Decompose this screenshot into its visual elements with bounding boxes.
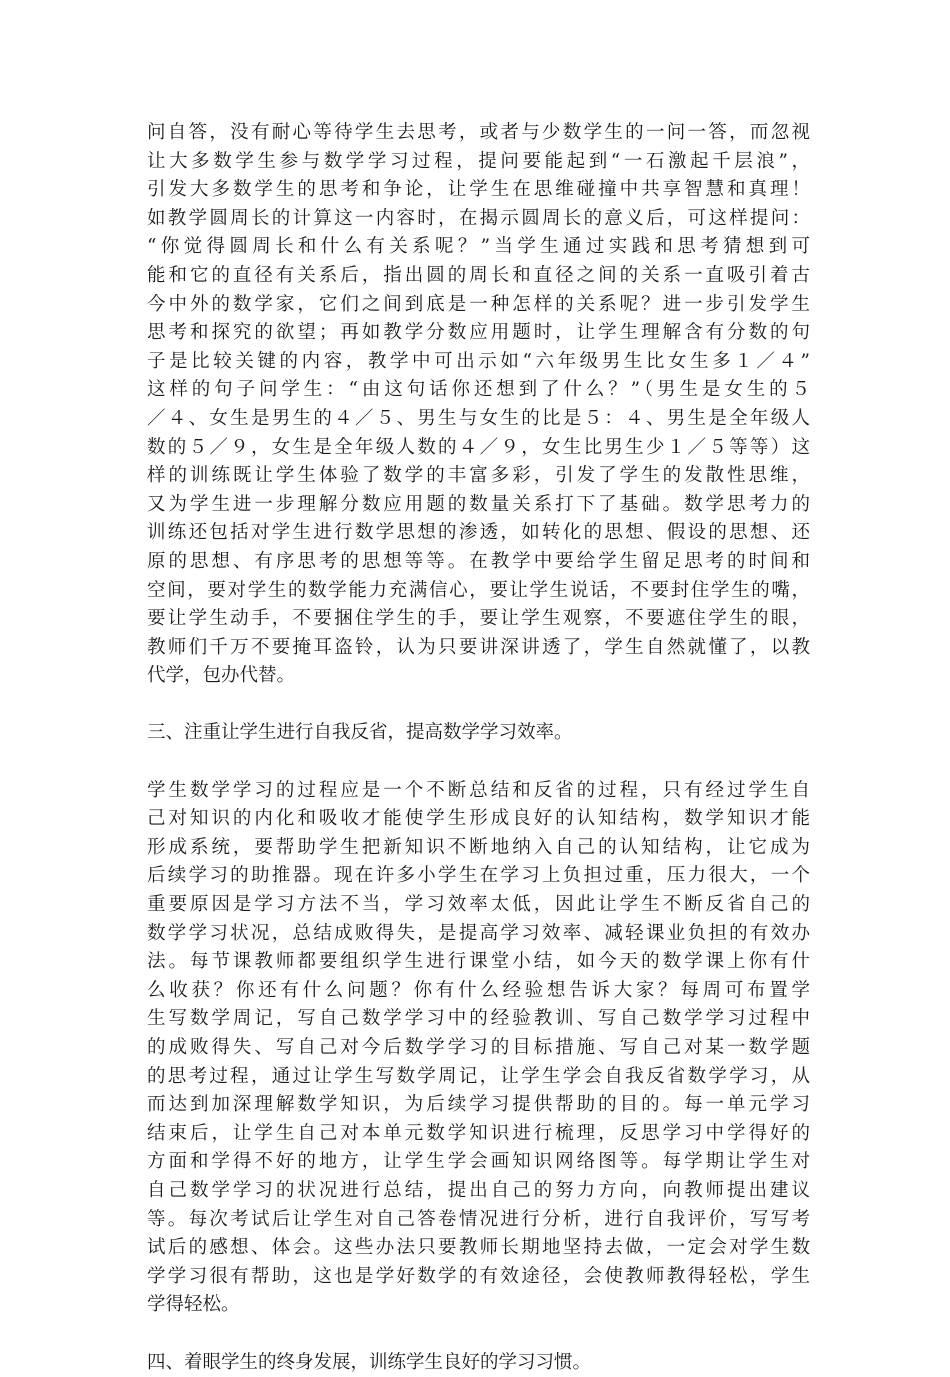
paragraph-gap: [147, 1320, 810, 1349]
paragraph-gap: [147, 691, 810, 720]
text-line: 如教学圆周长的计算这一内容时，在揭示圆周长的意义后，可这样提问：: [147, 207, 810, 229]
text-line: 今中外的数学家，它们之间到底是一种怎样的关系呢？进一步引发学生: [147, 293, 810, 315]
text-line: 生写数学周记，写自己数学学习中的经验教训、写自己数学学习过程中: [147, 1008, 810, 1030]
text-line: 结束后，让学生自己对本单元数学知识进行梳理，反思学习中学得好的: [147, 1122, 810, 1144]
text-line: 教师们千万不要掩耳盗铃，认为只要讲深讲透了，学生自然就懂了，以教: [147, 636, 810, 658]
text-line: 又为学生进一步理解分数应用题的数量关系打下了基础。数学思考力的: [147, 493, 810, 515]
text-line: “你觉得圆周长和什么有关系呢？”当学生通过实践和思考猜想到可: [147, 236, 810, 258]
text-line: ／４、女生是男生的４／５、男生与女生的比是５：４、男生是全年级人: [147, 407, 810, 429]
text-line: 代学，包办代替。: [147, 665, 296, 687]
text-line: 学得轻松。: [147, 1294, 240, 1316]
text-line: 子是比较关键的内容，教学中可出示如“六年级男生比女生多１／４”: [147, 350, 810, 372]
text-line: 己对知识的内化和吸收才能使学生形成良好的认知结构，数学知识才能: [147, 808, 810, 830]
text-line: 方面和学得不好的地方，让学生学会画知识网络图等。每学期让学生对: [147, 1151, 810, 1173]
text-line: 数的５／９，女生是全年级人数的４／９，女生比男生少１／５等等）这: [147, 436, 810, 458]
text-line: 学学习很有帮助，这也是学好数学的有效途径，会使教师教得轻松，学生: [147, 1265, 810, 1287]
text-line: 而达到加深理解数学知识，为后续学习提供帮助的目的。每一单元学习: [147, 1094, 810, 1116]
text-line: 让大多数学生参与数学学习过程，提问要能起到“一石激起千层浪”，: [147, 150, 810, 172]
text-line: 这样的句子问学生：“由这句话你还想到了什么？”（男生是女生的５: [147, 379, 810, 401]
paragraph-2: [147, 777, 810, 1320]
text-line: 训练还包括对学生进行数学思想的渗透，如转化的思想、假设的思想、还: [147, 522, 810, 544]
text-line: 空间，要对学生的数学能力充满信心，要让学生说话，不要封住学生的嘴，: [147, 579, 810, 601]
text-line: 后续学习的助推器。现在许多小学生在学习上负担过重，压力很大，一个: [147, 865, 810, 887]
text-line: 的思考过程，通过让学生写数学周记，让学生学会自我反省数学学习，从: [147, 1065, 810, 1087]
text-line: 问自答，没有耐心等待学生去思考，或者与少数学生的一问一答，而忽视: [147, 122, 810, 143]
text-line: 等。每次考试后让学生对自己答卷情况进行分析，进行自我评价，写写考: [147, 1208, 810, 1230]
text-line: 形成系统，要帮助学生把新知识不断地纳入自己的认知结构，让它成为: [147, 836, 810, 858]
text-line: 要让学生动手，不要捆住学生的手，要让学生观察，不要遮住学生的眼，: [147, 608, 810, 630]
section-heading-4: 四、着眼学生的终身发展，训练学生良好的学习习惯。: [147, 1351, 592, 1373]
text-line: 思考和探究的欲望；再如教学分数应用题时，让学生理解含有分数的句: [147, 322, 810, 344]
text-line: 么收获？你还有什么问题？你有什么经验想告诉大家？每周可布置学: [147, 979, 810, 1001]
text-line: 试后的感想、体会。这些办法只要教师长期地坚持去做，一定会对学生数: [147, 1237, 810, 1259]
text-line: 法。每节课教师都要组织学生进行课堂小结，如今天的数学课上你有什: [147, 951, 810, 973]
section-heading-3: 三、注重让学生进行自我反省，提高数学学习效率。: [147, 722, 573, 744]
document-page: [147, 119, 810, 1377]
paragraph-gap: [147, 748, 810, 777]
text-line: 数学学习状况，总结成败得失，是提高学习效率、减轻课业负担的有效办: [147, 922, 810, 944]
text-line: 能和它的直径有关系后，指出圆的周长和直径之间的关系一直吸引着古: [147, 264, 810, 286]
text-line: 样的训练既让学生体验了数学的丰富多彩，引发了学生的发散性思维，: [147, 465, 810, 487]
paragraph-1: [147, 119, 810, 691]
text-line: 自己数学学习的状况进行总结，提出自己的努力方向，向教师提出建议: [147, 1179, 810, 1201]
text-line: 原的思想、有序思考的思想等等。在教学中要给学生留足思考的时间和: [147, 550, 810, 572]
text-line: 引发大多数学生的思考和争论，让学生在思维碰撞中共享智慧和真理！: [147, 179, 810, 201]
text-line: 学生数学学习的过程应是一个不断总结和反省的过程，只有经过学生自: [147, 779, 810, 801]
text-line: 的成败得失、写自己对今后数学学习的目标措施、写自己对某一数学题: [147, 1037, 810, 1058]
text-line: 重要原因是学习方法不当，学习效率太低，因此让学生不断反省自己的: [147, 894, 810, 916]
